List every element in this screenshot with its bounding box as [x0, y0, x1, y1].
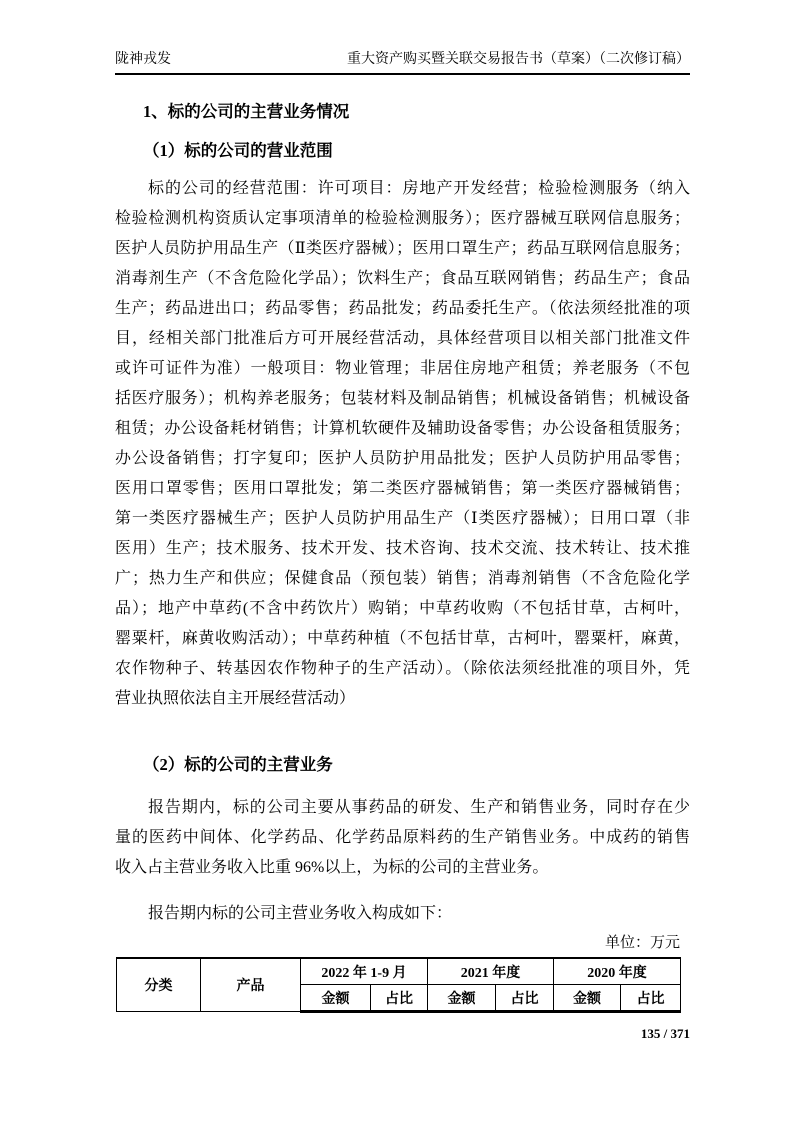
- table-header-amount-2022: 金额: [301, 985, 371, 1012]
- page-header: [115, 50, 690, 75]
- section-heading-1: 1、标的公司的主营业务情况: [143, 102, 350, 121]
- text-line: 检验检测机构资质认定事项清单的检验检测服务）；医疗器械互联网信息服务；: [115, 210, 690, 227]
- header-company-name: 陇神戎发: [115, 52, 171, 67]
- header-report-title: 重大资产购买暨关联交易报告书（草案）（二次修订稿）: [347, 52, 690, 67]
- text-line: 医护人员防护用品生产（Ⅱ类医疗器械）；医用口罩生产；药品互联网信息服务；: [115, 240, 690, 257]
- table-header-period-2022: 2022 年 1-9 月: [301, 958, 428, 985]
- text-line: 或许可证件为准）一般项目：物业管理；非居住房地产租赁；养老服务（不包: [115, 360, 690, 377]
- table-intro-text: 报告期内标的公司主营业务收入构成如下：: [148, 905, 453, 922]
- table-header-ratio-2022: 占比: [371, 985, 428, 1012]
- business-scope-paragraph: [115, 174, 690, 714]
- text-line: 生产；药品进出口；药品零售；药品批发；药品委托生产。（依法须经批准的项: [115, 300, 690, 317]
- text-line: 报告期内，标的公司主要从事药品的研发、生产和销售业务，同时存在少: [148, 799, 690, 816]
- text-line: 办公设备销售；打字复印；医护人员防护用品批发；医护人员防护用品零售；: [115, 450, 690, 467]
- table-header-period-2021: 2021 年度: [428, 958, 554, 985]
- table-header-period-2020: 2020 年度: [554, 958, 681, 985]
- subsection-heading-1-2: （2）标的公司的主营业务: [143, 755, 333, 774]
- text-line: 括医疗服务）；机构养老服务；包装材料及制品销售；机械设备销售；机械设备: [115, 390, 690, 407]
- text-line: 标的公司的经营范围：许可项目：房地产开发经营；检验检测服务（纳入: [148, 180, 690, 197]
- table-header-amount-2020: 金额: [554, 985, 621, 1012]
- text-line: 第一类医疗器械生产；医护人员防护用品生产（Ⅰ类医疗器械）；日用口罩（非: [115, 510, 690, 527]
- text-line: 罂粟杆，麻黄收购活动）；中草药种植（不包括甘草，古柯叶，罂粟杆，麻黄，: [115, 630, 690, 647]
- table-header-row-periods: [117, 958, 681, 985]
- text-line: 目，经相关部门批准后方可开展经营活动，具体经营项目以相关部门批准文件: [115, 330, 690, 347]
- text-line: 品）；地产中草药(不含中药饮片）购销；中草药收购（不包括甘草，古柯叶，: [115, 600, 690, 617]
- text-line: 租赁；办公设备耗材销售；计算机软硬件及辅助设备零售；办公设备租赁服务；: [115, 420, 690, 437]
- subsection-heading-1-1: （1）标的公司的营业范围: [143, 141, 333, 160]
- revenue-composition-table: [116, 957, 681, 1013]
- text-line: 收入占主营业务收入比重 96%以上，为标的公司的主营业务。: [115, 859, 549, 876]
- text-line: 农作物种子、转基因农作物种子的生产活动）。（除依法须经批准的项目外，凭: [115, 660, 690, 677]
- table-header-category: 分类: [117, 958, 201, 1012]
- table-header-ratio-2020: 占比: [621, 985, 681, 1012]
- text-line: 营业执照依法自主开展经营活动）: [115, 690, 356, 707]
- text-line: 医用）生产；技术服务、技术开发、技术咨询、技术交流、技术转让、技术推: [115, 540, 690, 557]
- text-line: 广；热力生产和供应；保健食品（预包装）销售；消毒剂销售（不含危险化学: [115, 570, 690, 587]
- text-line: 消毒剂生产（不含危险化学品）；饮料生产；食品互联网销售；药品生产；食品: [115, 270, 690, 287]
- table-unit-label: 单位：万元: [604, 935, 680, 951]
- table-header-product: 产品: [201, 958, 301, 1012]
- page-number: 135 / 371: [640, 1026, 690, 1041]
- table-header-ratio-2021: 占比: [496, 985, 554, 1012]
- table-header-amount-2021: 金额: [428, 985, 496, 1012]
- main-business-paragraph: [115, 793, 690, 883]
- text-line: 医用口罩零售；医用口罩批发；第二类医疗器械销售；第一类医疗器械销售；: [115, 480, 690, 497]
- text-line: 量的医药中间体、化学药品、化学药品原料药的生产销售业务。中成药的销售: [115, 829, 690, 846]
